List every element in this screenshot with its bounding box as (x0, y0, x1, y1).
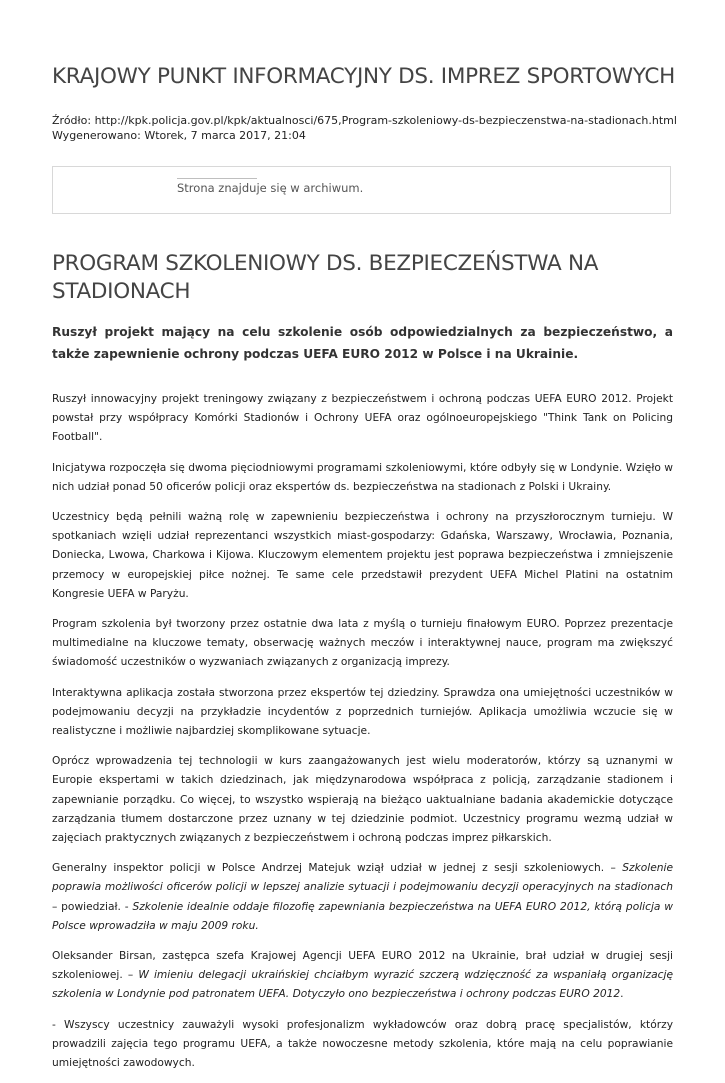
quote-attribution: – powiedział. - (52, 899, 133, 913)
article-paragraph: Interaktywna aplikacja została stworzona przez ekspertów tej dziedziny. Sprawdza ona umiejętności uczestników w podejmowaniu decyzji na przykładzie incydentów z poprzednich turniejów. Aplikacja umożliwia wczucie się w realistyczne i możliwie najbardziej skomplikowane sytuacje. (52, 685, 673, 738)
quote-intro: Generalny inspektor policji w Polsce Andrzej Matejuk wziął udział w jednej z sesji szkoleniowych. – (52, 861, 623, 875)
quote-intro: Oleksander Birsan, zastępca szefa Krajowej Agencji UEFA EURO 2012 na Ukrainie, brał udział w drugiej sesji szkoleniowej. – (52, 949, 673, 982)
article-title: PROGRAM SZKOLENIOWY DS. BEZPIECZEŃSTWA NA STADIONACH (52, 251, 599, 304)
article-paragraph-quote-birsan (52, 946, 673, 1004)
article-paragraph: Program szkolenia był tworzony przez ostatnie dwa lata z myślą o turnieju finałowym EURO. Poprzez prezentacje multimedialne na kluczowe tematy, obserwację ważnych meczów i interaktywnej nauce, program ma zwiększyć świadomość uczestników o wyzwaniach związanych z organizacją imprezy. (52, 617, 673, 669)
article-paragraph: Oprócz wprowadzenia tej technologii w kurs zaangażowanych jest wielu moderatorów, którzy są uznanymi w Europie ekspertami w takich dziedzinach, jak międzynarodowa współpraca z policją, zarządzanie stadionem i zapewnianie porządku. Co więcej, to wszystko wspierają na bieżąco uaktualniane badania akademickie dotyczące zarządzania tłumem dostarczone przez uznany w tej dziedzinie podmiot. Uczestnicy programu wezmą udział w zajęciach praktycznych związanych z bezpieczeństwem i ochroną podczas imprez piłkarskich. (52, 754, 673, 845)
article-body (52, 322, 673, 1083)
document-meta (52, 113, 677, 143)
archive-divider (177, 178, 257, 179)
article-lead: Ruszył projekt mający na celu szkolenie osób odpowiedzialnych za bezpieczeństwo, a także zapewnienie ochrony podczas UEFA EURO 2012 w Polsce i na Ukrainie. (52, 325, 673, 361)
article-paragraph: Inicjatywa rozpoczęła się dwoma pięciodniowymi programami szkoleniowymi, które odbyły się w Londynie. Wzięło w nich udział ponad 50 oficerów policji oraz ekspertów ds. bezpieczeństwa na stadionach z Polski i Ukrainy. (52, 460, 673, 493)
article-paragraph: Uczestnicy będą pełnili ważną rolę w zapewnieniu bezpieczeństwa i ochrony na przyszłorocznym turnieju. W spotkaniach wzięli udział reprezentanci wszystkich miast-gospodarzy: Gdańska, Warszawy, Wrocławia, Poznania, Doniecka, Lwowa, Charkowa i Kijowa. Kluczowym elementem projektu jest poprawa bezpieczeństwa i zmniejszenie przemocy w europejskiej piłce nożnej. Te same cele przedstawił prezydent UEFA Michel Platini na ostatnim Kongresie UEFA w Paryżu. (52, 510, 673, 600)
quote-text: W imieniu delegacji ukraińskiej chciałbym wyrazić szczerą wdzięczność za wspaniałą organizację szkolenia w Londynie pod patronatem UEFA. Dotyczyło ono bezpieczeństwa i ochrony podczas EURO 2012 (52, 968, 673, 1001)
article-paragraph: Ruszył innowacyjny projekt treningowy związany z bezpieczeństwem i ochroną podczas UEFA EURO 2012. Projekt powstał przy współpracy Komórki Stadionów i Ochrony UEFA oraz ogólnoeuropejskiego "Think Tank on Policing Football". (52, 392, 673, 444)
article-paragraph-closing: - Wszyscy uczestnicy zauważyli wysoki profesjonalizm wykładowców oraz dobrą pracę specjalistów, którzy prowadzili zajęcia tego programu UEFA, a także nowoczesne metody szkolenia, które mają na celu poprawianie umiejętności zawodowych. (52, 1017, 673, 1070)
quote-text: Szkolenie idealnie oddaje filozofię zapewniania bezpieczeństwa na UEFA EURO 2012, którą policja w Polsce wprowadziła w maju 2009 roku. (52, 899, 674, 932)
generated-line: Wygenerowano: Wtorek, 7 marca 2017, 21:04 (52, 129, 306, 142)
quote-end: . (620, 987, 624, 1001)
quote-text: Szkolenie poprawia możliwości oficerów policji w lepszej analizie sytuacji i podejmowaniu decyzji operacyjnych na stadionach (52, 861, 673, 894)
source-line: Źródło: http://kpk.policja.gov.pl/kpk/aktualnosci/675,Program-szkoleniowy-ds-bezpieczenstwa-na-stadionach.html (52, 114, 677, 127)
site-title: KRAJOWY PUNKT INFORMACYJNY DS. IMPREZ SPORTOWYCH (52, 64, 676, 89)
archive-notice-text: Strona znajduje się w archiwum. (177, 181, 364, 195)
archive-notice (52, 166, 671, 214)
article-paragraph-quote-matejuk (52, 858, 673, 935)
